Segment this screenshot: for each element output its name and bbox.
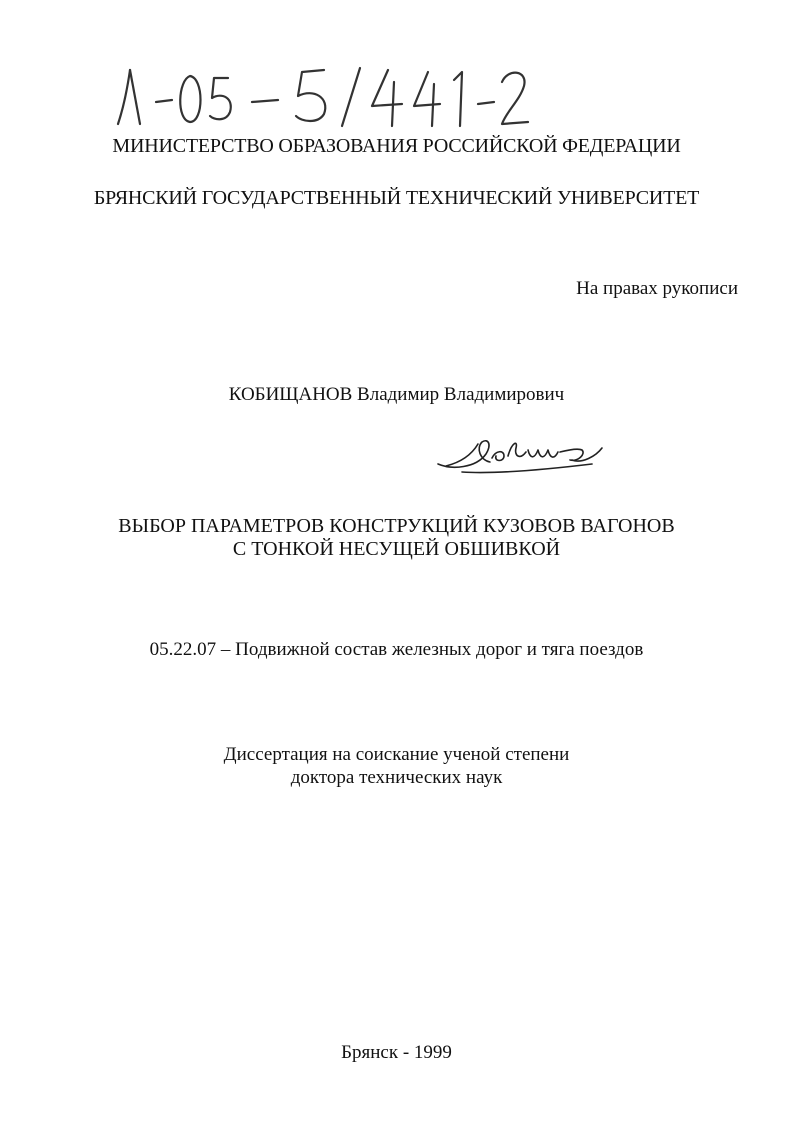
rights-note: На правах рукописи <box>576 278 738 299</box>
city-year: Брянск - 1999 <box>341 1042 452 1063</box>
dissertation-title-line1: ВЫБОР ПАРАМЕТРОВ КОНСТРУКЦИЙ КУЗОВОВ ВАГОНОВ <box>118 515 675 537</box>
handwritten-archive-number <box>110 62 530 132</box>
author-signature <box>432 430 612 480</box>
specialty-code: 05.22.07 – Подвижной состав железных дорог и тяга поездов <box>149 639 644 660</box>
university-heading: БРЯНСКИЙ ГОСУДАРСТВЕННЫЙ ТЕХНИЧЕСКИЙ УНИВЕРСИТЕТ <box>93 187 700 209</box>
ministry-heading: МИНИСТЕРСТВО ОБРАЗОВАНИЯ РОССИЙСКОЙ ФЕДЕРАЦИИ <box>112 135 681 157</box>
degree-line1: Диссертация на соискание ученой степени <box>223 744 570 765</box>
degree-line2: доктора технических наук <box>290 767 503 788</box>
dissertation-title-line2: С ТОНКОЙ НЕСУЩЕЙ ОБШИВКОЙ <box>232 538 561 560</box>
author-name: КОБИЩАНОВ Владимир Владимирович <box>228 384 565 405</box>
